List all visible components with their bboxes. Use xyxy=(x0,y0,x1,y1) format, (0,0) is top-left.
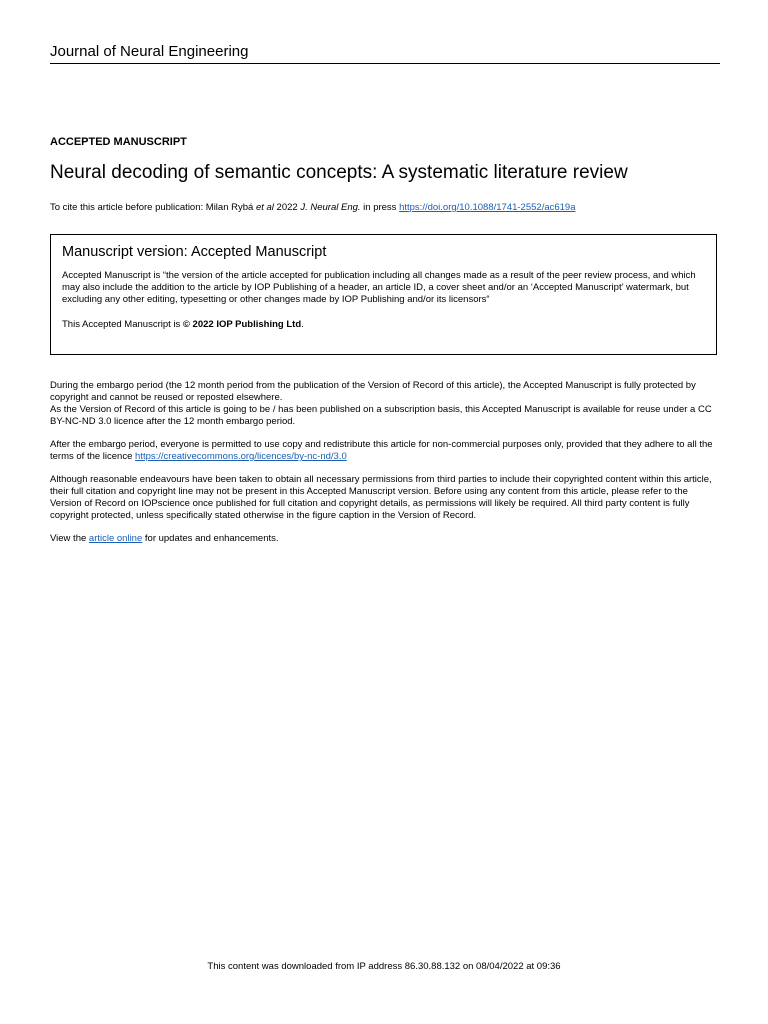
article-online-link[interactable]: article online xyxy=(88,533,143,544)
citation-journal: J. Neural Eng. xyxy=(300,202,361,213)
citation-line xyxy=(50,201,730,214)
article-title: Neural decoding of semantic concepts: A systematic literature review xyxy=(50,162,628,183)
accepted-manuscript-definition: Accepted Manuscript is “the version of the article accepted for publication including all changes made as a result of the peer review process, and which may also include the addition to the article by IOP Publishing of a header, an article ID, a cover sheet and/or an ‘Accepted Manuscript’ watermark, but excluding any other editing, typesetting or other changes made by IOP Publishing and/or its licensors“ xyxy=(62,270,696,305)
copyright-suffix: . xyxy=(301,319,304,330)
copyright-holder: © 2022 IOP Publishing Ltd xyxy=(182,319,302,330)
after-embargo-paragraph xyxy=(50,439,720,463)
manuscript-version-box xyxy=(50,234,717,355)
copyright-prefix: This Accepted Manuscript is xyxy=(62,319,181,330)
manuscript-label: ACCEPTED MANUSCRIPT xyxy=(50,136,187,148)
citation-status: in press xyxy=(363,202,397,213)
download-footer: This content was downloaded from IP address 86.30.88.132 on 08/04/2022 at 09:36 xyxy=(207,961,561,972)
reuse-paragraph: As the Version of Record of this article is going to be / has been published on a subscription basis, this Accepted Manuscript is available for reuse under a CC BY-NC-ND 3.0 licence after the 12 month embargo period. xyxy=(50,404,712,427)
doi-link[interactable]: https://doi.org/10.1088/1741-2552/ac619a xyxy=(399,202,576,213)
citation-year: 2022 xyxy=(276,202,298,213)
notice-body xyxy=(50,380,720,545)
licence-link[interactable]: https://creativecommons.org/licences/by-nc-nd/3.0 xyxy=(135,451,347,462)
journal-name: Journal of Neural Engineering xyxy=(50,42,720,64)
box-title: Manuscript version: Accepted Manuscript xyxy=(62,244,327,260)
after-embargo-text: After the embargo period, everyone is permitted to use copy and redistribute this article for non-commercial purposes only, provided that they adhere to all the terms of the licence xyxy=(50,439,713,462)
view-online-paragraph xyxy=(50,533,720,545)
embargo-paragraph: During the embargo period (the 12 month period from the publication of the Version of Record of this article), the Accepted Manuscript is fully protected by copyright and cannot be reused or reposted elsewhere. xyxy=(50,380,696,403)
citation-prefix: To cite this article before publication: Milan Rybá xyxy=(50,202,254,213)
citation-etal: et al xyxy=(255,202,274,213)
copyright-line xyxy=(62,319,705,331)
view-prefix: View the xyxy=(50,533,87,544)
third-party-paragraph: Although reasonable endeavours have been taken to obtain all necessary permissions from third parties to include their copyrighted content within this article, their full citation and copyright line may not be present in this Accepted Manuscript version. Before using any content from this article, please refer to the Version of Record on IOPscience once published for full citation and copyright details, as permissions will likely be required. All third party content is fully copyright protected, unless specifically stated otherwise in the figure caption in the Version of Record. xyxy=(50,474,712,521)
view-suffix: for updates and enhancements. xyxy=(144,533,279,544)
